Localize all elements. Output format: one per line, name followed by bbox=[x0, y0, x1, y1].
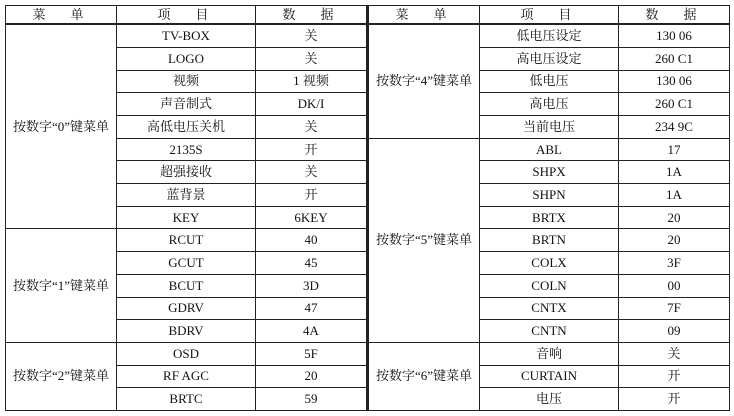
item-cell: 高电压设定 bbox=[480, 47, 619, 70]
item-cell: 超强接收 bbox=[117, 161, 256, 184]
value-cell: 20 bbox=[619, 206, 730, 229]
value-cell: 20 bbox=[256, 365, 367, 388]
item-cell: 2135S bbox=[117, 138, 256, 161]
value-cell: 234 9C bbox=[619, 116, 730, 139]
item-cell: RF AGC bbox=[117, 365, 256, 388]
value-cell: 关 bbox=[619, 342, 730, 365]
value-cell: 260 C1 bbox=[619, 93, 730, 116]
header-value: 数 据 bbox=[619, 6, 730, 25]
left-table-body bbox=[6, 24, 367, 411]
value-cell: 09 bbox=[619, 320, 730, 343]
table-row bbox=[6, 229, 367, 252]
value-cell: 130 06 bbox=[619, 70, 730, 93]
value-cell: 1A bbox=[619, 161, 730, 184]
item-cell: ABL bbox=[480, 138, 619, 161]
value-cell: 5F bbox=[256, 342, 367, 365]
value-cell: 关 bbox=[256, 47, 367, 70]
item-cell: TV-BOX bbox=[117, 24, 256, 47]
value-cell: 关 bbox=[256, 161, 367, 184]
item-cell: 蓝背景 bbox=[117, 184, 256, 207]
settings-table-sheet bbox=[5, 5, 729, 411]
value-cell: 1 视频 bbox=[256, 70, 367, 93]
value-cell: 关 bbox=[256, 24, 367, 47]
item-cell: 低电压 bbox=[480, 70, 619, 93]
right-settings-table bbox=[368, 5, 730, 411]
item-cell: 音响 bbox=[480, 342, 619, 365]
item-cell: BCUT bbox=[117, 274, 256, 297]
header-item: 项 目 bbox=[117, 6, 256, 25]
right-table-body bbox=[369, 24, 730, 411]
item-cell: 视频 bbox=[117, 70, 256, 93]
item-cell: 声音制式 bbox=[117, 93, 256, 116]
item-cell: 高低电压关机 bbox=[117, 116, 256, 139]
header-menu: 菜 单 bbox=[6, 6, 117, 25]
item-cell: COLX bbox=[480, 252, 619, 275]
item-cell: 电压 bbox=[480, 388, 619, 411]
left-settings-table bbox=[5, 5, 367, 411]
value-cell: 开 bbox=[619, 365, 730, 388]
table-row bbox=[6, 342, 367, 365]
value-cell: 17 bbox=[619, 138, 730, 161]
header-row bbox=[6, 6, 367, 25]
value-cell: DK/I bbox=[256, 93, 367, 116]
item-cell: OSD bbox=[117, 342, 256, 365]
table-row bbox=[369, 342, 730, 365]
item-cell: 高电压 bbox=[480, 93, 619, 116]
item-cell: GDRV bbox=[117, 297, 256, 320]
table-row bbox=[369, 138, 730, 161]
value-cell: 6KEY bbox=[256, 206, 367, 229]
header-row bbox=[369, 6, 730, 25]
value-cell: 1A bbox=[619, 184, 730, 207]
item-cell: COLN bbox=[480, 274, 619, 297]
item-cell: LOGO bbox=[117, 47, 256, 70]
value-cell: 4A bbox=[256, 320, 367, 343]
value-cell: 开 bbox=[256, 138, 367, 161]
menu-group-cell: 按数字“5”键菜单 bbox=[369, 138, 480, 342]
menu-group-cell: 按数字“2”键菜单 bbox=[6, 342, 117, 410]
right-half-table bbox=[368, 5, 729, 411]
item-cell: GCUT bbox=[117, 252, 256, 275]
value-cell: 59 bbox=[256, 388, 367, 411]
menu-group-cell: 按数字“6”键菜单 bbox=[369, 342, 480, 410]
value-cell: 40 bbox=[256, 229, 367, 252]
value-cell: 00 bbox=[619, 274, 730, 297]
header-value: 数 据 bbox=[256, 6, 367, 25]
value-cell: 47 bbox=[256, 297, 367, 320]
value-cell: 开 bbox=[619, 388, 730, 411]
item-cell: RCUT bbox=[117, 229, 256, 252]
value-cell: 关 bbox=[256, 116, 367, 139]
header-item: 项 目 bbox=[480, 6, 619, 25]
left-half-table bbox=[5, 5, 366, 411]
item-cell: 低电压设定 bbox=[480, 24, 619, 47]
item-cell: BDRV bbox=[117, 320, 256, 343]
item-cell: SHPX bbox=[480, 161, 619, 184]
item-cell: CURTAIN bbox=[480, 365, 619, 388]
item-cell: BRTN bbox=[480, 229, 619, 252]
item-cell: SHPN bbox=[480, 184, 619, 207]
value-cell: 3F bbox=[619, 252, 730, 275]
item-cell: BRTC bbox=[117, 388, 256, 411]
menu-group-cell: 按数字“4”键菜单 bbox=[369, 24, 480, 138]
menu-group-cell: 按数字“1”键菜单 bbox=[6, 229, 117, 342]
value-cell: 20 bbox=[619, 229, 730, 252]
item-cell: CNTN bbox=[480, 320, 619, 343]
item-cell: 当前电压 bbox=[480, 116, 619, 139]
item-cell: BRTX bbox=[480, 206, 619, 229]
menu-group-cell: 按数字“0”键菜单 bbox=[6, 24, 117, 229]
value-cell: 260 C1 bbox=[619, 47, 730, 70]
value-cell: 45 bbox=[256, 252, 367, 275]
table-row bbox=[369, 24, 730, 47]
item-cell: CNTX bbox=[480, 297, 619, 320]
value-cell: 130 06 bbox=[619, 24, 730, 47]
table-row bbox=[6, 24, 367, 47]
header-menu: 菜 单 bbox=[369, 6, 480, 25]
item-cell: KEY bbox=[117, 206, 256, 229]
value-cell: 7F bbox=[619, 297, 730, 320]
value-cell: 3D bbox=[256, 274, 367, 297]
value-cell: 开 bbox=[256, 184, 367, 207]
